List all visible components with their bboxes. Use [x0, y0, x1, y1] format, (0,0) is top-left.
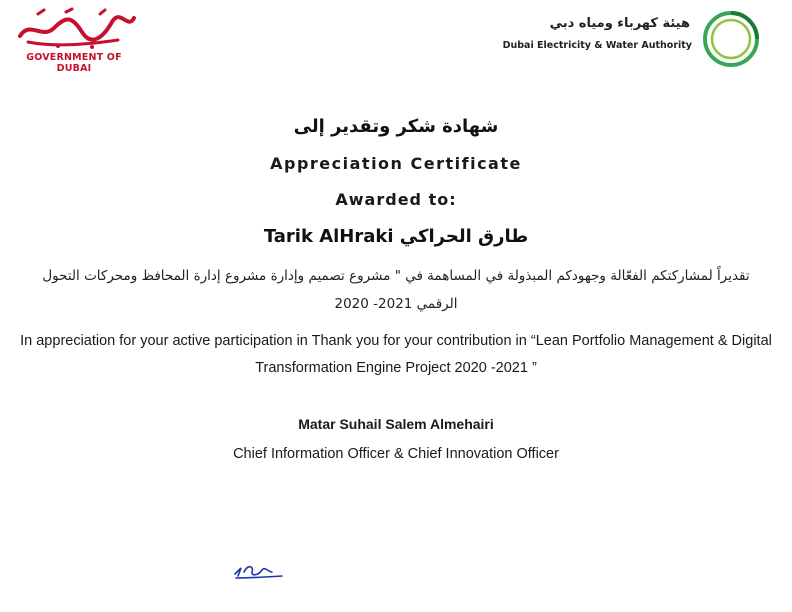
appreciation-text-english: In appreciation for your active participation in Thank you for your contribution in “Lean Portfolio Management & Digital Transformation Engine Project 2020 -2021 ” — [20, 333, 772, 376]
gov-logo-text: GOVERNMENT OF DUBAI — [26, 52, 122, 74]
gov-arabic-calligraphy-icon — [8, 6, 140, 50]
handwritten-signature — [232, 560, 286, 582]
signatory-title: Chief Information Officer & Chief Innovation Officer — [233, 446, 559, 462]
dewa-logo-english: Dubai Electricity & Water Authority — [502, 40, 692, 51]
appreciation-text-arabic: تقديراً لمشاركتكم الفعّالة وجهودكم المبذولة في المساهمة في " مشروع تصميم وإدارة مشروع إدارة المحافظ ومحركات التحول الرقمي 2021- 2020 — [42, 268, 750, 312]
awarded-to-label: Awarded to: — [335, 190, 457, 209]
government-of-dubai-logo — [8, 6, 140, 74]
signatory-name: Matar Suhail Salem Almehairi — [298, 416, 494, 432]
certificate-title-arabic: شهادة شكر وتقدير إلى — [293, 116, 499, 137]
dewa-logo — [502, 8, 762, 70]
dewa-ring-icon — [700, 8, 762, 70]
certificate-title-english: Appreciation Certificate — [270, 154, 522, 173]
recipient-name: Tarik AlHraki طارق الحراكي — [263, 226, 529, 247]
dewa-logo-arabic: هيئة كهرباء ومياه دبي — [549, 16, 690, 31]
